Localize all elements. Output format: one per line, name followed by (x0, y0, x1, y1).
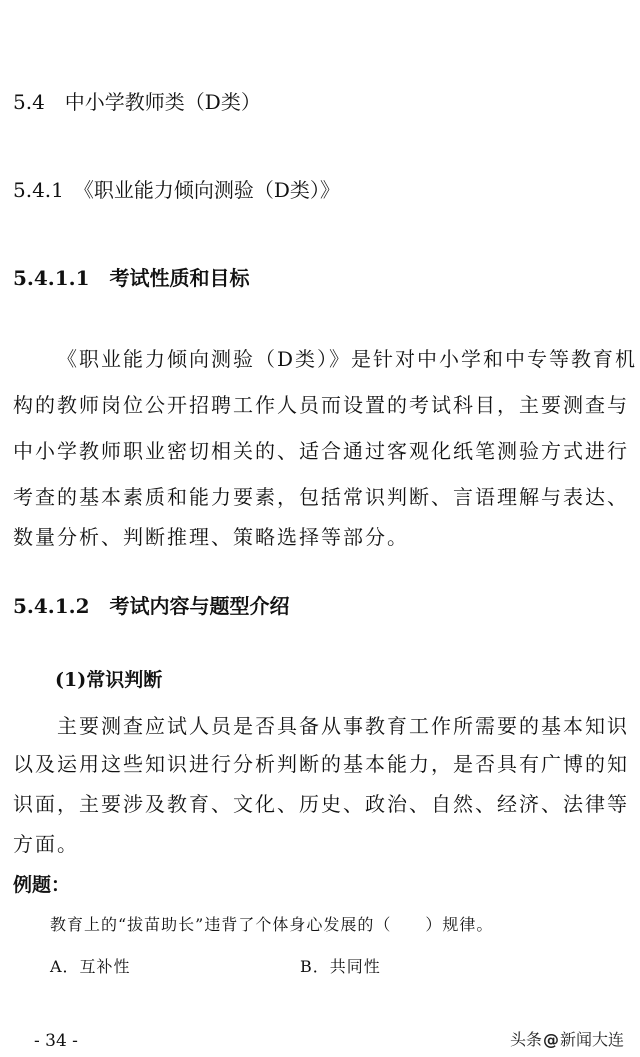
paragraph-line: 方面。 (13, 832, 79, 856)
example-question: 教育上的“拔苗助长”违背了个体身心发展的（ ）规律。 (50, 915, 494, 934)
example-label: 例题： (13, 874, 71, 896)
paragraph-line: 考查的基本素质和能力要素，包括常识判断、言语理解与表达、 (13, 485, 629, 509)
paragraph-line: 中小学教师职业密切相关的、适合通过客观化纸笔测验方式进行 (13, 439, 629, 463)
page-number: - 34 - (34, 1031, 78, 1051)
section-heading-5-4: 5.4 中小学教师类（D类） (13, 90, 261, 114)
paragraph-line: 构的教师岗位公开招聘工作人员而设置的考试科目，主要测查与 (13, 393, 629, 417)
paragraph-line: 以及运用这些知识进行分析判断的基本能力，是否具有广博的知 (13, 752, 629, 776)
section-heading-5-4-1-1: 5.4.1.1 考试性质和目标 (13, 266, 250, 290)
subsection-heading: (1)常识判断 (55, 669, 163, 691)
paragraph-line: 数量分析、判断推理、策略选择等部分。 (13, 525, 409, 549)
watermark-right: 新闻大连 (560, 1030, 625, 1049)
section-heading-5-4-1-2: 5.4.1.2 考试内容与题型介绍 (13, 594, 290, 618)
paragraph-line: 《职业能力倾向测验（D类）》是针对中小学和中专等教育机 (57, 347, 638, 371)
at-icon: @ (543, 1030, 560, 1049)
option-a: A．互补性 (50, 957, 131, 976)
option-b: B．共同性 (300, 957, 381, 976)
watermark (510, 1027, 624, 1050)
section-heading-5-4-1: 5.4.1 《职业能力倾向测验（D类）》 (13, 178, 340, 202)
paragraph-line: 识面，主要涉及教育、文化、历史、政治、自然、经济、法律等 (13, 792, 629, 816)
watermark-left: 头条 (510, 1030, 543, 1049)
paragraph-line: 主要测查应试人员是否具备从事教育工作所需要的基本知识 (57, 714, 629, 738)
